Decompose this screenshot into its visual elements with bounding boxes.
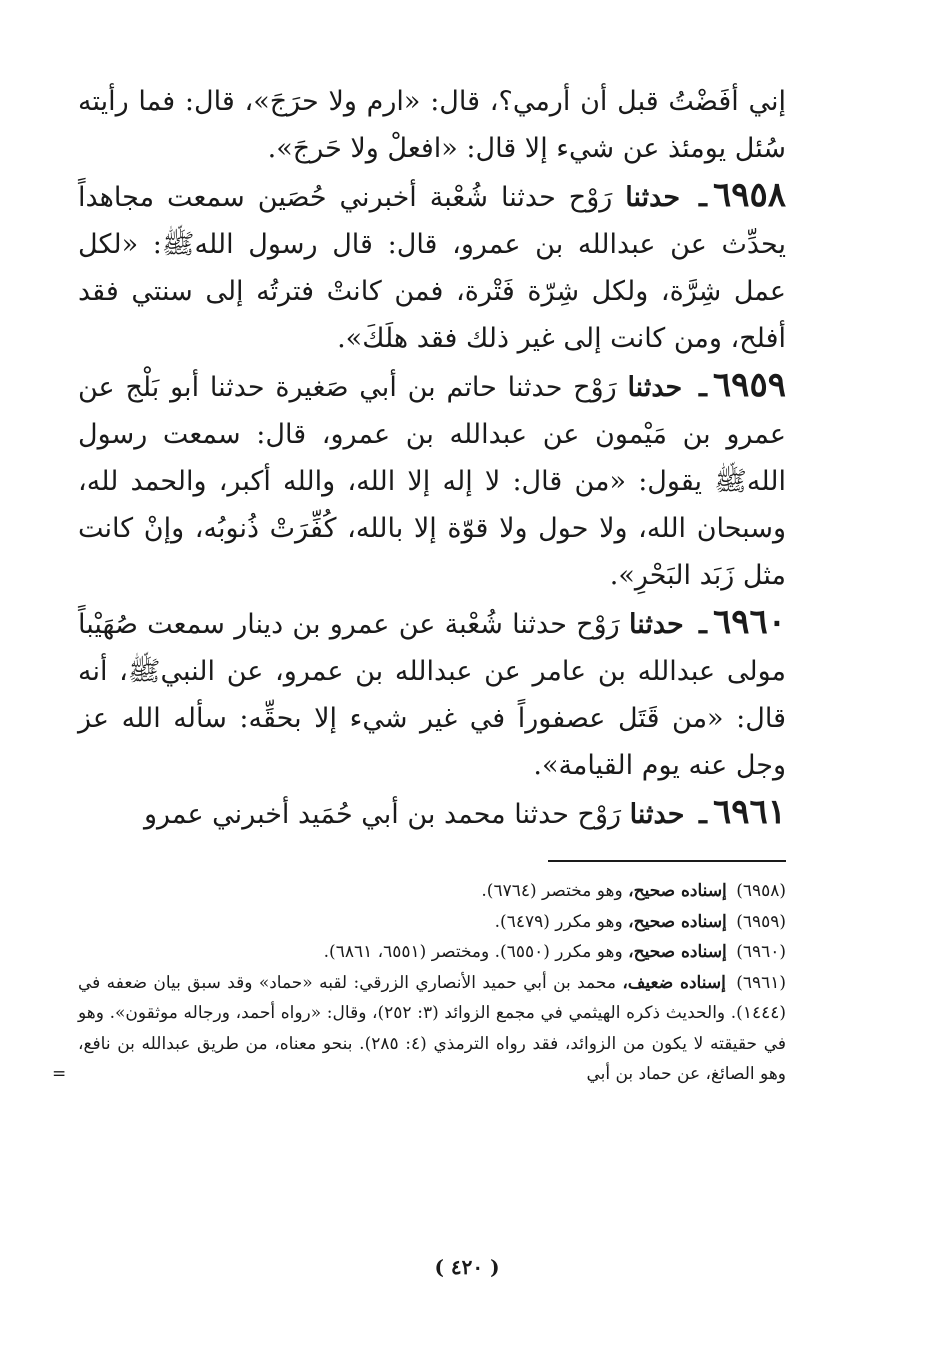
footnote-grading: إسناده صحيح، (628, 942, 727, 962)
haddathana-keyword: حدثنا (627, 372, 683, 403)
hadith-6958 (78, 172, 786, 362)
hadith-text: رَوْح حدثنا محمد بن أبي حُمَيد أخبرني عمرو (143, 799, 622, 830)
footnote-grading: إسناده صحيح، (628, 881, 727, 901)
footnote-6959 (78, 907, 786, 938)
hadith-dash: ـ (699, 609, 707, 640)
footnote-number: (٦٩٥٨) (736, 881, 786, 901)
footnote-grading: إسناده صحيح، (628, 911, 727, 932)
hadith-text: رَوْح حدثنا شُعْبة أخبرني حُصَين سمعت مجاهداً يحدِّث عن عبدالله بن عمرو، قال: قال رسول اللهﷺ: «لكل عمل شِرَّة، ولكل شِرّة فَتْرة، فمن كانتْ فترتُه إلى سنتي فقد أفلح، ومن كانت إلى غير ذلك فقد هلَكَ». (78, 182, 786, 354)
footnote-text: وهو مكرر (٦٤٧٩). (494, 911, 623, 932)
footnote-6958 (78, 876, 786, 907)
footnote-number: (٦٩٥٩) (736, 911, 786, 932)
hadith-number: ٦٩٥٩ (712, 365, 786, 405)
footnote-text: محمد بن أبي حميد الأنصاري الزرقي: لقبه «حماد» وقد سبق بيان ضعفه في (١٤٤٤). والحديث ذكره الهيثمي في مجمع الزوائد (٣: ٢٥٢)، وقال: «رواه أحمد، ورجاله موثقون». وهو في حقيقته لا يكون من الزوائد، فقد رواه الترمذي (٤: ٢٨٥). بنحو معناه، من طريق عبدالله بن نافع، وهو الصائغ، عن حماد بن أبي (78, 972, 786, 1084)
haddathana-keyword: حدثنا (629, 799, 685, 830)
footnotes (52, 876, 786, 1090)
haddathana-keyword: حدثنا (625, 182, 681, 213)
page-number: ( ٤٢٠ ) (434, 1255, 500, 1279)
hadith-text: رَوْح حدثنا شُعْبة عن عمرو بن دينار سمعت صُهَيْباً مولى عبدالله بن عامر عن عبدالله بن عمرو، عن النبيﷺ، أنه قال: «من قَتَل عصفوراً في غير شيء إلا بحقِّه: سأله الله عز وجل عنه يوم القيامة». (78, 609, 786, 781)
hadith-number: ٦٩٥٨ (712, 175, 786, 215)
footnote-text: وهو مختصر (٦٧٦٤). (481, 881, 623, 901)
main-text (78, 78, 786, 838)
footnote-grading: إسناده ضعيف، (622, 972, 726, 993)
hadith-dash: ـ (699, 182, 707, 213)
hadith-number: ٦٩٦١ (712, 792, 786, 832)
page-body (52, 78, 786, 1090)
footnote-6961 (52, 968, 786, 1090)
hadith-6960 (78, 599, 786, 789)
continuation-mark: = (52, 1064, 67, 1084)
footnote-6960 (78, 937, 786, 968)
hadith-text: رَوْح حدثنا حاتم بن أبي صَغيرة حدثنا أبو بَلْج عن عمرو بن مَيْمون عن عبدالله بن عمرو، قال: سمعت رسول اللهﷺ يقول: «من قال: لا إله إلا الله، والله أكبر، والحمد لله، وسبحان الله، ولا حول ولا قوّة إلا بالله، كُفِّرَتْ ذُنوبُه، وإنْ كانت مثل زَبَد البَحْرِ». (78, 372, 786, 591)
hadith-number: ٦٩٦٠ (712, 602, 786, 642)
footnote-number: (٦٩٦٠) (736, 942, 786, 962)
footnote-number: (٦٩٦١) (736, 972, 786, 993)
hadith-6961 (78, 789, 786, 838)
intro-paragraph: إني أفَضْتُ قبل أن أرمي؟، قال: «ارم ولا حرَجَ»، قال: فما رأيته سُئل يومئذ عن شيء إلا قال: «افعلْ ولا حَرجَ». (78, 86, 786, 164)
haddathana-keyword: حدثنا (628, 609, 684, 640)
hadith-dash: ـ (699, 372, 707, 403)
hadith-6959 (78, 362, 786, 599)
hadith-dash: ـ (699, 799, 707, 830)
footnote-text: وهو مكرر (٦٥٥٠). ومختصر (٦٥٥١، ٦٨٦١). (323, 942, 623, 962)
footnote-separator (548, 860, 786, 862)
